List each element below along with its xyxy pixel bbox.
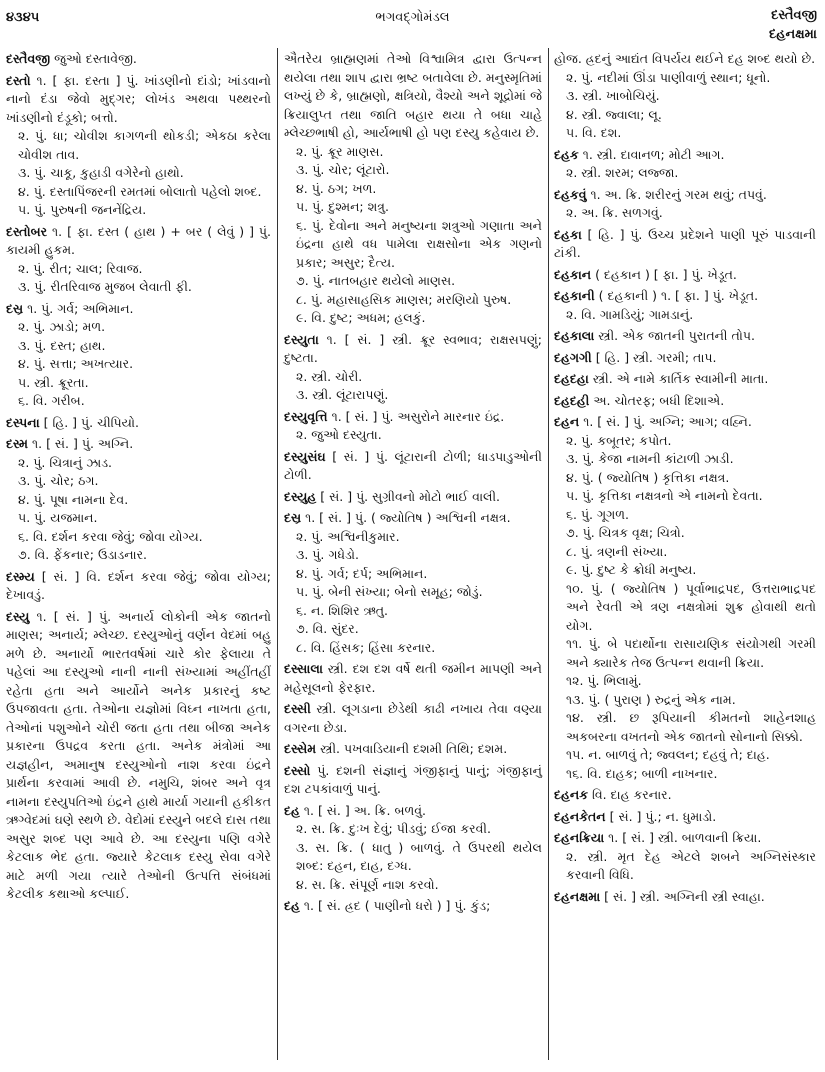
definition-text: સ્ત્રી. એ નામે કાર્તિક સ્વામીની માતા. xyxy=(592,371,769,386)
entry-first-line xyxy=(554,786,816,805)
definition-text: ( દહકાની ) ૧. [ ફા. ] પું. ખેડૂત. xyxy=(598,288,759,303)
definition-text: ઐતરેય બ્રાહ્મણમાં તેઓ વિશ્વામિત્ર દ્વારા ઉત્પન્ન થયેલા તથા શાપ દ્વારા ભ્રષ્ટ બતાવેલા છે. મનુસ્મૃતિમાં લખ્યું છે કે, બ્રાહ્મણો, ક્ષત્રિયો, વૈશ્યો અને શૂદ્રોમાં જે ક્રિયાલુપ્ત તથા જાતિ બહાર થયા તે બધા ચાહે મ્લેચ્છભાષી હો, આર્યભાષી હો પણ દસ્યુ કહેવાય છે. xyxy=(284,51,542,140)
sense-line: ૬. ન. શિશિર ઋતુ. xyxy=(296,602,388,618)
headword: દહકાની xyxy=(554,288,595,303)
entry-first-line xyxy=(284,408,542,427)
headword: દહદહા xyxy=(554,371,589,386)
dictionary-entry xyxy=(284,660,542,697)
definition-text: ૧. સ્ત્રી. દાવાનળ; મોટી આગ. xyxy=(582,146,725,162)
sense-line: ૧૪. સ્ત્રી. છ રૂપિયાની કીમતનો શાહેનશાહ અકબરના વખતનો એક જાતનો સોનાનો સિક્કો. xyxy=(566,710,816,744)
entry-first-line xyxy=(284,762,542,799)
definition-text: [ સં. ] પું. સુગ્રીવનો મોટો ભાઈ વાલી. xyxy=(320,488,501,504)
headword: દસ્યુસંઘ xyxy=(284,448,326,464)
dictionary-entry xyxy=(6,568,271,605)
column-divider xyxy=(548,48,549,1060)
definition-text: ( દહકાન ) [ ફા. ] પું. ખેડૂત. xyxy=(595,266,737,282)
sense-line: ૪. પું. ઠગ; ખળ. xyxy=(296,180,377,196)
entry-first-line xyxy=(6,50,271,69)
entry-first-line xyxy=(284,448,542,485)
sense-line: ૨. પું. રીત; ચાલ; રિવાજ. xyxy=(18,260,143,276)
sense-line: ૮. વિ. હિંસક; હિંસા કરનાર. xyxy=(296,639,436,655)
definition-text: ૧. [ સં. ] પું. અગ્નિ. xyxy=(32,436,134,451)
sense-line: ૨. સ્ત્રી. મૃત દેહ એટલે શબને અગ્નિસંસ્કાર કરવાની વિધિ. xyxy=(566,848,816,882)
dictionary-entry xyxy=(6,223,271,297)
definition-text: ૧. [ સં. ] અ. ક્રિ. બળવું. xyxy=(303,802,426,818)
sense-line: ૭. પું. નાતબહાર થયેલો માણસ. xyxy=(296,273,456,288)
entry-first-line xyxy=(554,327,816,346)
dictionary-entry xyxy=(554,50,816,143)
definition-text: ૧. [ ફા. દસ્ત ( હાથ ) + બર ( લેવું ) ] પું. કાયમી હુકમ. xyxy=(6,223,271,257)
sense-line: ૪. પું. સત્તા; અખત્યાર. xyxy=(18,356,134,371)
sense-line: ૭. વિ. સુંદર. xyxy=(296,621,359,636)
sense-line: ૨. પું. ધા; ચોવીશ કાગળની થોકડી; એકઠા કરેલા ચોવીશ તાવ. xyxy=(18,128,271,162)
definition-text: ૧. [ સં. ] પું. અગ્નિ; આગ; વહ્નિ. xyxy=(583,414,752,429)
headword: દહનક્ષમા xyxy=(554,888,601,904)
sense-line: ૨. પું. ચિત્રાનું ઝાડ. xyxy=(18,454,113,470)
headword: દસ્ર xyxy=(284,510,302,525)
dictionary-entry xyxy=(6,50,271,69)
sense-line: ૫. પું. દુશ્મન; શત્રુ. xyxy=(296,199,389,214)
entry-first-line xyxy=(284,660,542,697)
sense-line: ૭. પું. ચિત્રક વૃક્ષ; ચિત્રો. xyxy=(566,525,685,540)
entry-first-line xyxy=(6,608,271,904)
definition-text: સ્ત્રી. પખવાડિયાની દશમી તિથિ; દશમ. xyxy=(320,741,508,756)
sense-line: ૯. પું. દુષ્ટ કે ક્રોધી મનુષ્ય. xyxy=(566,562,697,577)
definition-text: [ હિ. ] પું. ચીપિયો. xyxy=(43,414,139,430)
sense-line: ૩. પું. ચાકૂ, કુહાડી વગેરેનો હાથો. xyxy=(18,165,184,180)
headword: દસ્પના xyxy=(6,414,40,430)
entry-first-line xyxy=(554,50,816,69)
entry-first-line xyxy=(6,568,271,605)
definition-text: સ્ત્રી. લૂગડાના છેડેથી કાઢી નખાય તેવા વણ્યા વગરના છેડા. xyxy=(284,701,542,735)
sense-line: ૪. પું. પૂષા નામના દેવ. xyxy=(18,491,129,507)
entry-first-line xyxy=(6,300,271,319)
definition-text: [ હિ. ] પું. ઉચ્ચ પ્રદેશને પાણી પૂરું પાડવાની ટાંકી. xyxy=(554,226,816,260)
sense-line: ૩. પું. ચોર; ઠગ. xyxy=(18,473,99,488)
sense-line: ૧૧. પું. બે પદાર્થોના રાસાયણિક સંયોગથી ગરમી અને ક્યારેક તેજ ઉત્પન્ન થવાની ક્રિયા. xyxy=(566,636,816,670)
dictionary-entry xyxy=(284,448,542,485)
column-divider xyxy=(277,48,278,1060)
dictionary-entry xyxy=(6,608,271,904)
entry-first-line xyxy=(284,50,542,143)
dictionary-entry xyxy=(554,413,816,783)
sense-line: ૩. સ. ક્રિ. ( ધાતુ ) બાળવું. તે ઉપરથી થયેલ શબ્દ: દહન, દાહ, દગ્ધ. xyxy=(296,839,542,873)
sense-line: ૫. પું. પુરુષની જનનેંદ્રિય. xyxy=(18,202,147,217)
sense-line: ૧૩. પું. ( પુરાણ ) રુદ્રનું એક નામ. xyxy=(566,691,736,707)
sense-line: ૫. વિ. દશ. xyxy=(566,125,622,140)
sense-line: ૬. વિ. દર્શન કરવા જેવું; જોવા યોગ્ય. xyxy=(18,528,203,544)
dictionary-entry xyxy=(554,829,816,885)
dictionary-entry xyxy=(6,300,271,411)
sense-line: ૪. પું. ( જ્યોતિષ ) કૃત્તિકા નક્ષત્ર. xyxy=(566,469,730,485)
definition-text: ૧. [ સં. ] પું. ( જ્યોતિષ ) અશ્વિની નક્ષત્ર. xyxy=(305,510,511,525)
headword: દહકાલા xyxy=(554,328,595,343)
sense-line: ૩. પું. દસ્ત; હાથ. xyxy=(18,337,106,353)
headword: દસ્તોબર xyxy=(6,223,48,239)
headword: દસ્સો xyxy=(284,762,311,778)
definition-text: ૧. [ સં. ] સ્ત્રી. ક્રૂર સ્વભાવ; રાક્ષસપણું; દુષ્ટતા. xyxy=(284,331,542,365)
sense-line: ૩. સ્ત્રી. ખાબોચિયું. xyxy=(566,88,660,103)
entry-first-line xyxy=(6,435,271,454)
definition-text: ૧. [ સં. હ્રદ ( પાણીનો ધરો ) ] પું. કુંડ; xyxy=(303,898,491,913)
headword: દહગગી xyxy=(554,349,592,365)
headword: દસ્સી xyxy=(284,701,311,716)
headword: દસ્યુ xyxy=(6,608,30,624)
sense-line: ૬. વિ. ગરીબ. xyxy=(18,393,85,408)
headword: દસ્સેમ xyxy=(284,741,317,756)
dictionary-entry xyxy=(554,146,816,183)
dictionary-entry xyxy=(284,802,542,895)
entry-first-line xyxy=(554,392,816,411)
dictionary-entry xyxy=(554,266,816,285)
dictionary-entry xyxy=(6,435,271,565)
sense-line: ૨. પું. ક્રૂર માણસ. xyxy=(296,143,384,159)
definition-text: જુઓ દસ્તાવેજી. xyxy=(54,51,137,66)
definition-text: પું. દશની સંજ્ઞાનું ગંજીફાનું પાનું; ગંજીફાનું દશ ટપકાંવાળું પાનું. xyxy=(284,762,542,796)
headword: દહનક્રિયા xyxy=(554,830,605,845)
definition-text: [ સં. ] પું.; ન. ધુમાડો. xyxy=(609,808,717,824)
entry-first-line xyxy=(284,897,542,916)
definition-text: સ્ત્રી. દશ દશ વર્ષે થતી જમીન માપણી અને મહેસૂલનો ફેરફાર. xyxy=(284,661,542,695)
book-title: ભગવદ્ગોમંડલ xyxy=(375,10,450,25)
sense-line: ૪. સ્ત્રી. જ્વાલા; લૂ. xyxy=(566,106,662,122)
dictionary-entry xyxy=(554,888,816,907)
sense-line: ૮. પું. ત્રણની સંખ્યા. xyxy=(566,543,668,559)
dictionary-entry xyxy=(284,897,542,916)
headword: દસ્યુતા xyxy=(284,331,319,347)
dictionary-entry xyxy=(554,808,816,827)
headword: દહનક xyxy=(554,787,589,802)
sense-line: ૩. પું. રીતરિવાજ મુજબ લેવાતી ફી. xyxy=(18,279,192,294)
headword: દસ્તૈવજી xyxy=(6,51,51,66)
entry-first-line xyxy=(554,413,816,432)
entry-first-line xyxy=(554,370,816,389)
sense-line: ૫. પું. યજમાન. xyxy=(18,510,98,525)
entry-first-line xyxy=(284,509,542,528)
dictionary-entry xyxy=(554,370,816,389)
dictionary-entry xyxy=(284,488,542,507)
definition-text: ૧. [ સં. ] પું. અસુરોને મારનાર ઇંદ્ર. xyxy=(331,408,505,424)
headword: દહક xyxy=(554,146,579,162)
entry-first-line xyxy=(6,223,271,260)
headword: દસ્ર xyxy=(6,300,24,316)
sense-line: ૯. વિ. દુષ્ટ; અધમ; હલકું. xyxy=(296,310,426,325)
dictionary-entry xyxy=(554,287,816,324)
sense-line: ૩. સ્ત્રી. લૂંટારાપણું. xyxy=(296,387,389,402)
dictionary-entry xyxy=(284,509,542,657)
sense-line: ૨. સ્ત્રી. શરમ; લજ્જા. xyxy=(566,165,679,180)
dictionary-entry xyxy=(554,186,816,223)
definition-text: [ સં. ] સ્ત્રી. અગ્નિની સ્ત્રી સ્વાહા. xyxy=(604,888,765,904)
dictionary-entry xyxy=(554,349,816,368)
sense-line: ૩. પું. ગધેડો. xyxy=(296,547,359,562)
sense-line: ૫. પું. કૃત્તિકા નક્ષત્રનો એ નામનો દેવતા. xyxy=(566,488,763,503)
headword: દસ્મ્ય xyxy=(6,568,35,584)
sense-line: ૩. પું. કેજા નામની કાંટાળી ઝાડી. xyxy=(566,451,734,466)
sense-line: ૧૫. ન. બાળવું તે; જ્વલન; દહવું તે; દાહ. xyxy=(566,747,770,762)
sense-line: ૭. વિ. ફેંકનાર; ઉડાડનાર. xyxy=(18,547,148,562)
headword: દહકા xyxy=(554,226,582,242)
headword: દસ્મ xyxy=(6,436,29,451)
headword: દસ્સાલા xyxy=(284,661,323,676)
definition-text: ૧. અ. ક્રિ. શરીરનું ગરમ થવું; તપવું. xyxy=(590,186,767,202)
entry-first-line xyxy=(554,808,816,827)
entry-first-line xyxy=(554,888,816,907)
sense-line: ૨. જુઓ દસ્યુતા. xyxy=(296,427,382,442)
sense-line: ૫. પું. બેની સંખ્યા; બેનો સમૂહ; જોડું. xyxy=(296,584,483,599)
headword: દસ્તો xyxy=(6,72,31,88)
definition-text: ૧. પું. ગર્વ; અભિમાન. xyxy=(27,300,134,316)
entry-first-line xyxy=(554,186,816,205)
definition-text: અ. ચોતરફ; બધી દિશાએ. xyxy=(593,392,725,408)
definition-text: ૧. [ ફા. દસ્તા ] પું. ખાંડણીનો દાંડો; ખાંડવાનો નાનો દંડા જેવો મુદ્ગર; લોખંડ અથવા પથ્થરનો ખાંડણીનો દંડૂકો; બત્તો. xyxy=(6,72,271,125)
entry-first-line xyxy=(554,146,816,165)
sense-line: ૪. સ. ક્રિ. સંપૂર્ણ નાશ કરવો. xyxy=(296,876,439,892)
entry-first-line xyxy=(284,331,542,368)
dictionary-entry xyxy=(284,331,542,405)
definition-text: વિ. દાહ કરનાર. xyxy=(592,787,672,802)
entry-first-line xyxy=(284,488,542,507)
column-2 xyxy=(284,50,542,919)
page-number: ૪૩૪૫ xyxy=(6,10,40,25)
headword: દહકાન xyxy=(554,266,592,282)
sense-line: ૨. પું. અશ્વિનીકુમાર. xyxy=(296,528,400,544)
sense-line: ૨. પું. ઝાડો; મળ. xyxy=(18,319,106,334)
guide-word-first: દસ્તૈવજી xyxy=(771,8,817,23)
definition-text: [ સં. ] વિ. દર્શન કરવા જેવું; જોવા યોગ્ય; દેખાવડું. xyxy=(6,568,271,602)
definition-text: સ્ત્રી. એક જાતની પુરાતની તોપ. xyxy=(598,328,755,343)
entry-first-line xyxy=(554,266,816,285)
headword: દસ્યુવૃત્તિ xyxy=(284,408,328,424)
headword: દહ xyxy=(284,898,300,913)
sense-line: ૩. પું. ચોર; લૂંટારો. xyxy=(296,162,390,177)
column-3 xyxy=(554,50,816,909)
headword: દહન xyxy=(554,414,580,429)
dictionary-entry xyxy=(554,226,816,263)
entry-first-line xyxy=(6,414,271,433)
entry-first-line xyxy=(284,700,542,737)
sense-line: ૨. પું. કબૂતર; કપોત. xyxy=(566,432,672,448)
dictionary-entry xyxy=(284,50,542,328)
headword: દહનકેતન xyxy=(554,808,606,824)
sense-line: ૪. પું. દસ્તાપિંજરની રમતમાં બોલાતો પહેલો શબ્દ. xyxy=(18,183,262,199)
sense-line: ૪. પું. ગર્વ; દર્પ; અભિમાન. xyxy=(296,565,428,581)
sense-line: ૨. પું. નદીમાં ઊંડા પાણીવાળું સ્થાન; ધૂનો. xyxy=(566,69,771,85)
dictionary-entry xyxy=(284,762,542,799)
sense-line: ૨. સ. ક્રિ. દુઃખ દેવું; પીડવું; ઈજા કરવી. xyxy=(296,821,491,836)
sense-line: ૨. સ્ત્રી. ચોરી. xyxy=(296,368,363,384)
headword: દસ્યુહ xyxy=(284,488,317,504)
dictionary-entry xyxy=(554,786,816,805)
definition-text: [ સં. ] પું. લૂંટારાની ટોળી; ધાડપાડુઓની ટોળી. xyxy=(284,448,542,482)
entry-first-line xyxy=(6,72,271,128)
headword: દહકવું xyxy=(554,186,587,202)
entry-first-line xyxy=(554,829,816,848)
entry-first-line xyxy=(284,802,542,821)
column-1 xyxy=(6,50,271,907)
headword: દહ xyxy=(284,802,300,818)
dictionary-entry xyxy=(284,740,542,759)
definition-text: ૧. [ સં. ] પું. અનાર્ય લોકોની એક જાતનો માણસ; અનાર્ય; મ્લેચ્છ. દસ્યુઓનું વર્ણન વેદમાં બહુ મળે છે. અનાર્યો ભારતવર્ષમાં ચારે કોર ફેલાયા તે પહેલાં આ દસ્યુઓ નાની નાની સંખ્યામાં અહીંતહીં રહેતા હતા અને આર્યોને અનેક પ્રકારનું કષ્ટ ઉપજાવતા હતા. તેઓના યજ્ઞોમાં વિઘ્ન નાખતા હતા, તેઓનાં પશુઓને ચોરી જતા હતા તથા બીજા અનેક પ્રકારના ઉપદ્રવ કરતા હતા. અનેક મંત્રોમાં આ યજ્ઞહીન, અમાનુષ દસ્યુઓનો નાશ કરવા ઇંદ્રને પ્રાર્થના કરવામાં આવી છે. નમુચિ, શંબર અને વૃત્ર નામના દસ્યુપતિઓ ઇંદ્રને હાથે માર્યા ગયાની હકીકત ઋગ્વેદમાં ઘણે સ્થળે છે. વેદોમાં દસ્યુને બદલે દાસ તથા અસુર શબ્દ પણ આવે છે. આ દસ્યુના પણિ વગેરે કેટલાક ભેદ હતા. જ્યારે કેટલાક દસ્યુ સેવા વગેરે માટે મળી ગયા ત્યારે તેઓની ઉત્પત્તિ સંબંધમાં કેટલીક કથાઓ કલ્પાઈ. xyxy=(6,608,271,901)
sense-line: ૨. વિ. ગામડિયું; ગામડાનું. xyxy=(566,306,694,322)
dictionary-entry xyxy=(6,414,271,433)
definition-text: ૧. [ સં. ] સ્ત્રી. બાળવાની ક્રિયા. xyxy=(608,830,762,845)
sense-line: ૨. અ. ક્રિ. સળગવું. xyxy=(566,205,663,220)
definition-text: [ હિ. ] સ્ત્રી. ગરમી; તાપ. xyxy=(595,349,717,365)
sense-line: ૧૨. પું. ભિલામું. xyxy=(566,673,642,688)
guide-word-last: દહનક્ષમા xyxy=(769,27,817,42)
dictionary-entry xyxy=(554,327,816,346)
dictionary-entry xyxy=(6,72,271,220)
dictionary-entry xyxy=(284,700,542,737)
sense-line: ૮. પું. મહાસાહસિક માણસ; મરણિયો પુરુષ. xyxy=(296,291,512,307)
sense-line: ૬. પું. દેવોના અને મનુષ્યના શત્રુઓ ગણાતા અને ઇંદ્રના હાથે વધ પામેલા રાક્ષસોના એક ગણનો પ્રકાર; અસુર; દૈત્ય. xyxy=(296,217,542,270)
sense-line: ૧૬. વિ. દાહક; બાળી નાખનાર. xyxy=(566,765,718,781)
headword: દહદહી xyxy=(554,392,590,408)
dictionary-entry xyxy=(284,408,542,445)
sense-line: ૬. પું. ગૂગળ. xyxy=(566,506,629,522)
entry-first-line xyxy=(554,287,816,306)
entry-first-line xyxy=(554,226,816,263)
entry-first-line xyxy=(554,349,816,368)
sense-line: ૫. સ્ત્રી. ક્રૂરતા. xyxy=(18,374,89,390)
sense-line: ૧૦. પું. ( જ્યોતિષ ) પૂર્વાભાદ્રપદ, ઉત્તરાભાદ્રપદ અને રેવતી એ ત્રણ નક્ષત્રોમાં શુક્ર હોવાથી થતો યોગ. xyxy=(566,580,816,633)
dictionary-entry xyxy=(554,392,816,411)
entry-first-line xyxy=(284,740,542,759)
definition-text: હોજ. હ્રદનું આદ્યંત વિપર્યય થઈને દહ શબ્દ થયો છે. xyxy=(554,51,816,66)
